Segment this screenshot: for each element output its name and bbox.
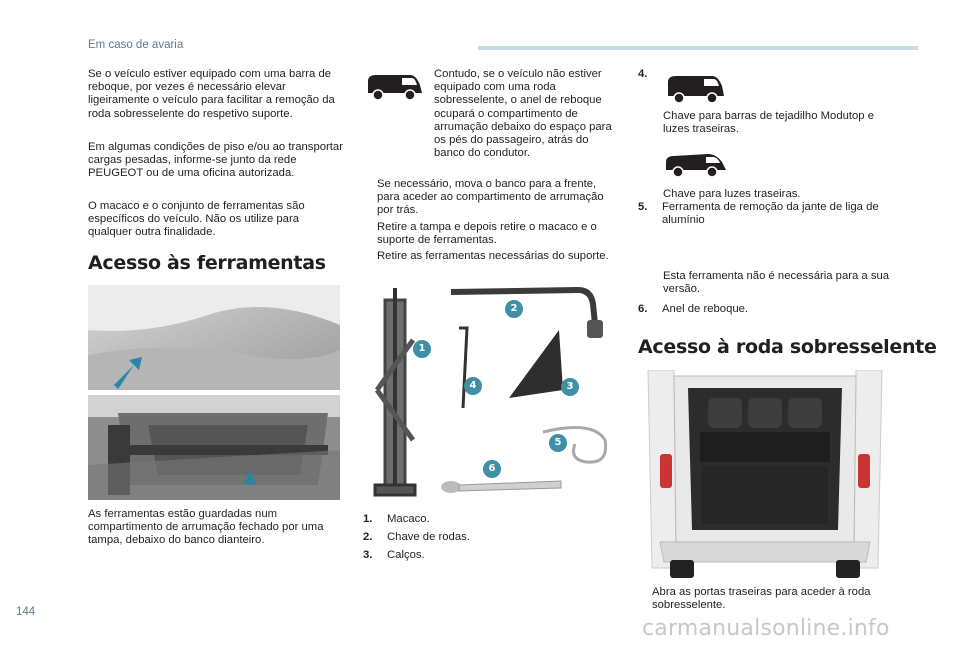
- callout-badge-1: 1: [413, 340, 431, 358]
- rear-van-photo: [640, 370, 890, 580]
- hex-key-icon: [459, 328, 467, 408]
- page-number: 144: [16, 606, 36, 618]
- item-4-text-modutop: Chave para barras de tejadilho Modutop e luzes traseiras.: [663, 110, 875, 136]
- wedge-icon: [509, 330, 563, 398]
- wheel-brace-icon: [451, 290, 595, 324]
- callout-badge-5: 5: [549, 434, 567, 452]
- callout-badge-6: 6: [483, 460, 501, 478]
- watermark[interactable]: carmanualsonline.info: [642, 616, 890, 641]
- para-tow-bar: Se o veículo estiver equipado com uma barra de reboque, por vezes é necessário elevar ligeiramente o veículo para facilitar a remoção da roda sobresselente do respetivo suporte.: [88, 68, 335, 120]
- van-icon: [362, 71, 426, 108]
- callout-badge-3: 3: [561, 378, 579, 396]
- para-specific-tools: O macaco e o conjunto de ferramentas são específicos do veículo. Não os utilize para qualquer outra finalidade.: [88, 200, 305, 239]
- callout-badge-2: 2: [505, 300, 523, 318]
- item-5: 5. Ferramenta de remoção da jante de liga de alumínio: [638, 201, 879, 227]
- van-icon: [662, 72, 730, 111]
- para-no-spare: Contudo, se o veículo não estiver equipado com uma roda sobresselente, o anel de reboque ocupará o compartimento de arrumação debaixo do espaço para os pés do passageiro, atrás do banco do condutor.: [434, 68, 612, 160]
- heading-spare-wheel: Acesso à roda sobresselente: [638, 336, 937, 358]
- para-conditions: Em algumas condições de piso e/ou ao transportar cargas pesadas, informe-se junto da rede PEUGEOT ou de uma oficina autorizada.: [88, 141, 343, 180]
- list-item: 1. Macaco.: [363, 513, 430, 525]
- bullet-move-seat: Se necessário, mova o banco para a frente, para aceder ao compartimento de arrumação por trás.: [377, 178, 604, 217]
- seat-photo: [88, 285, 340, 390]
- item-6: 6. Anel de reboque.: [638, 303, 749, 315]
- jack-icon: [375, 288, 415, 495]
- bullet-remove-tools: Retire as ferramentas necessárias do suporte.: [377, 250, 609, 262]
- header-bar: [478, 46, 918, 50]
- item-5-note: Esta ferramenta não é necessária para a sua versão.: [663, 270, 890, 296]
- bullet-open-doors: Abra as portas traseiras para aceder à roda sobresselente.: [652, 586, 871, 612]
- towing-eye-icon: [441, 481, 561, 493]
- list-item: 2. Chave de rodas.: [363, 531, 470, 543]
- section-title: Em caso de avaria: [88, 39, 184, 51]
- list-item: 3. Calços.: [363, 549, 425, 561]
- callout-badge-4: 4: [464, 377, 482, 395]
- heading-tool-access: Acesso às ferramentas: [88, 252, 326, 274]
- tools-illustration: [363, 280, 621, 502]
- small-van-icon: [662, 148, 730, 185]
- bullet-remove-cover: Retire a tampa e depois retire o macaco e o suporte de ferramentas.: [377, 221, 597, 247]
- item-4-text-lights: Chave para luzes traseiras.: [663, 188, 801, 200]
- storage-caption: As ferramentas estão guardadas num compartimento de arrumação fechado por uma tampa, debaixo do banco dianteiro.: [88, 508, 324, 547]
- compartment-photo: [88, 395, 340, 500]
